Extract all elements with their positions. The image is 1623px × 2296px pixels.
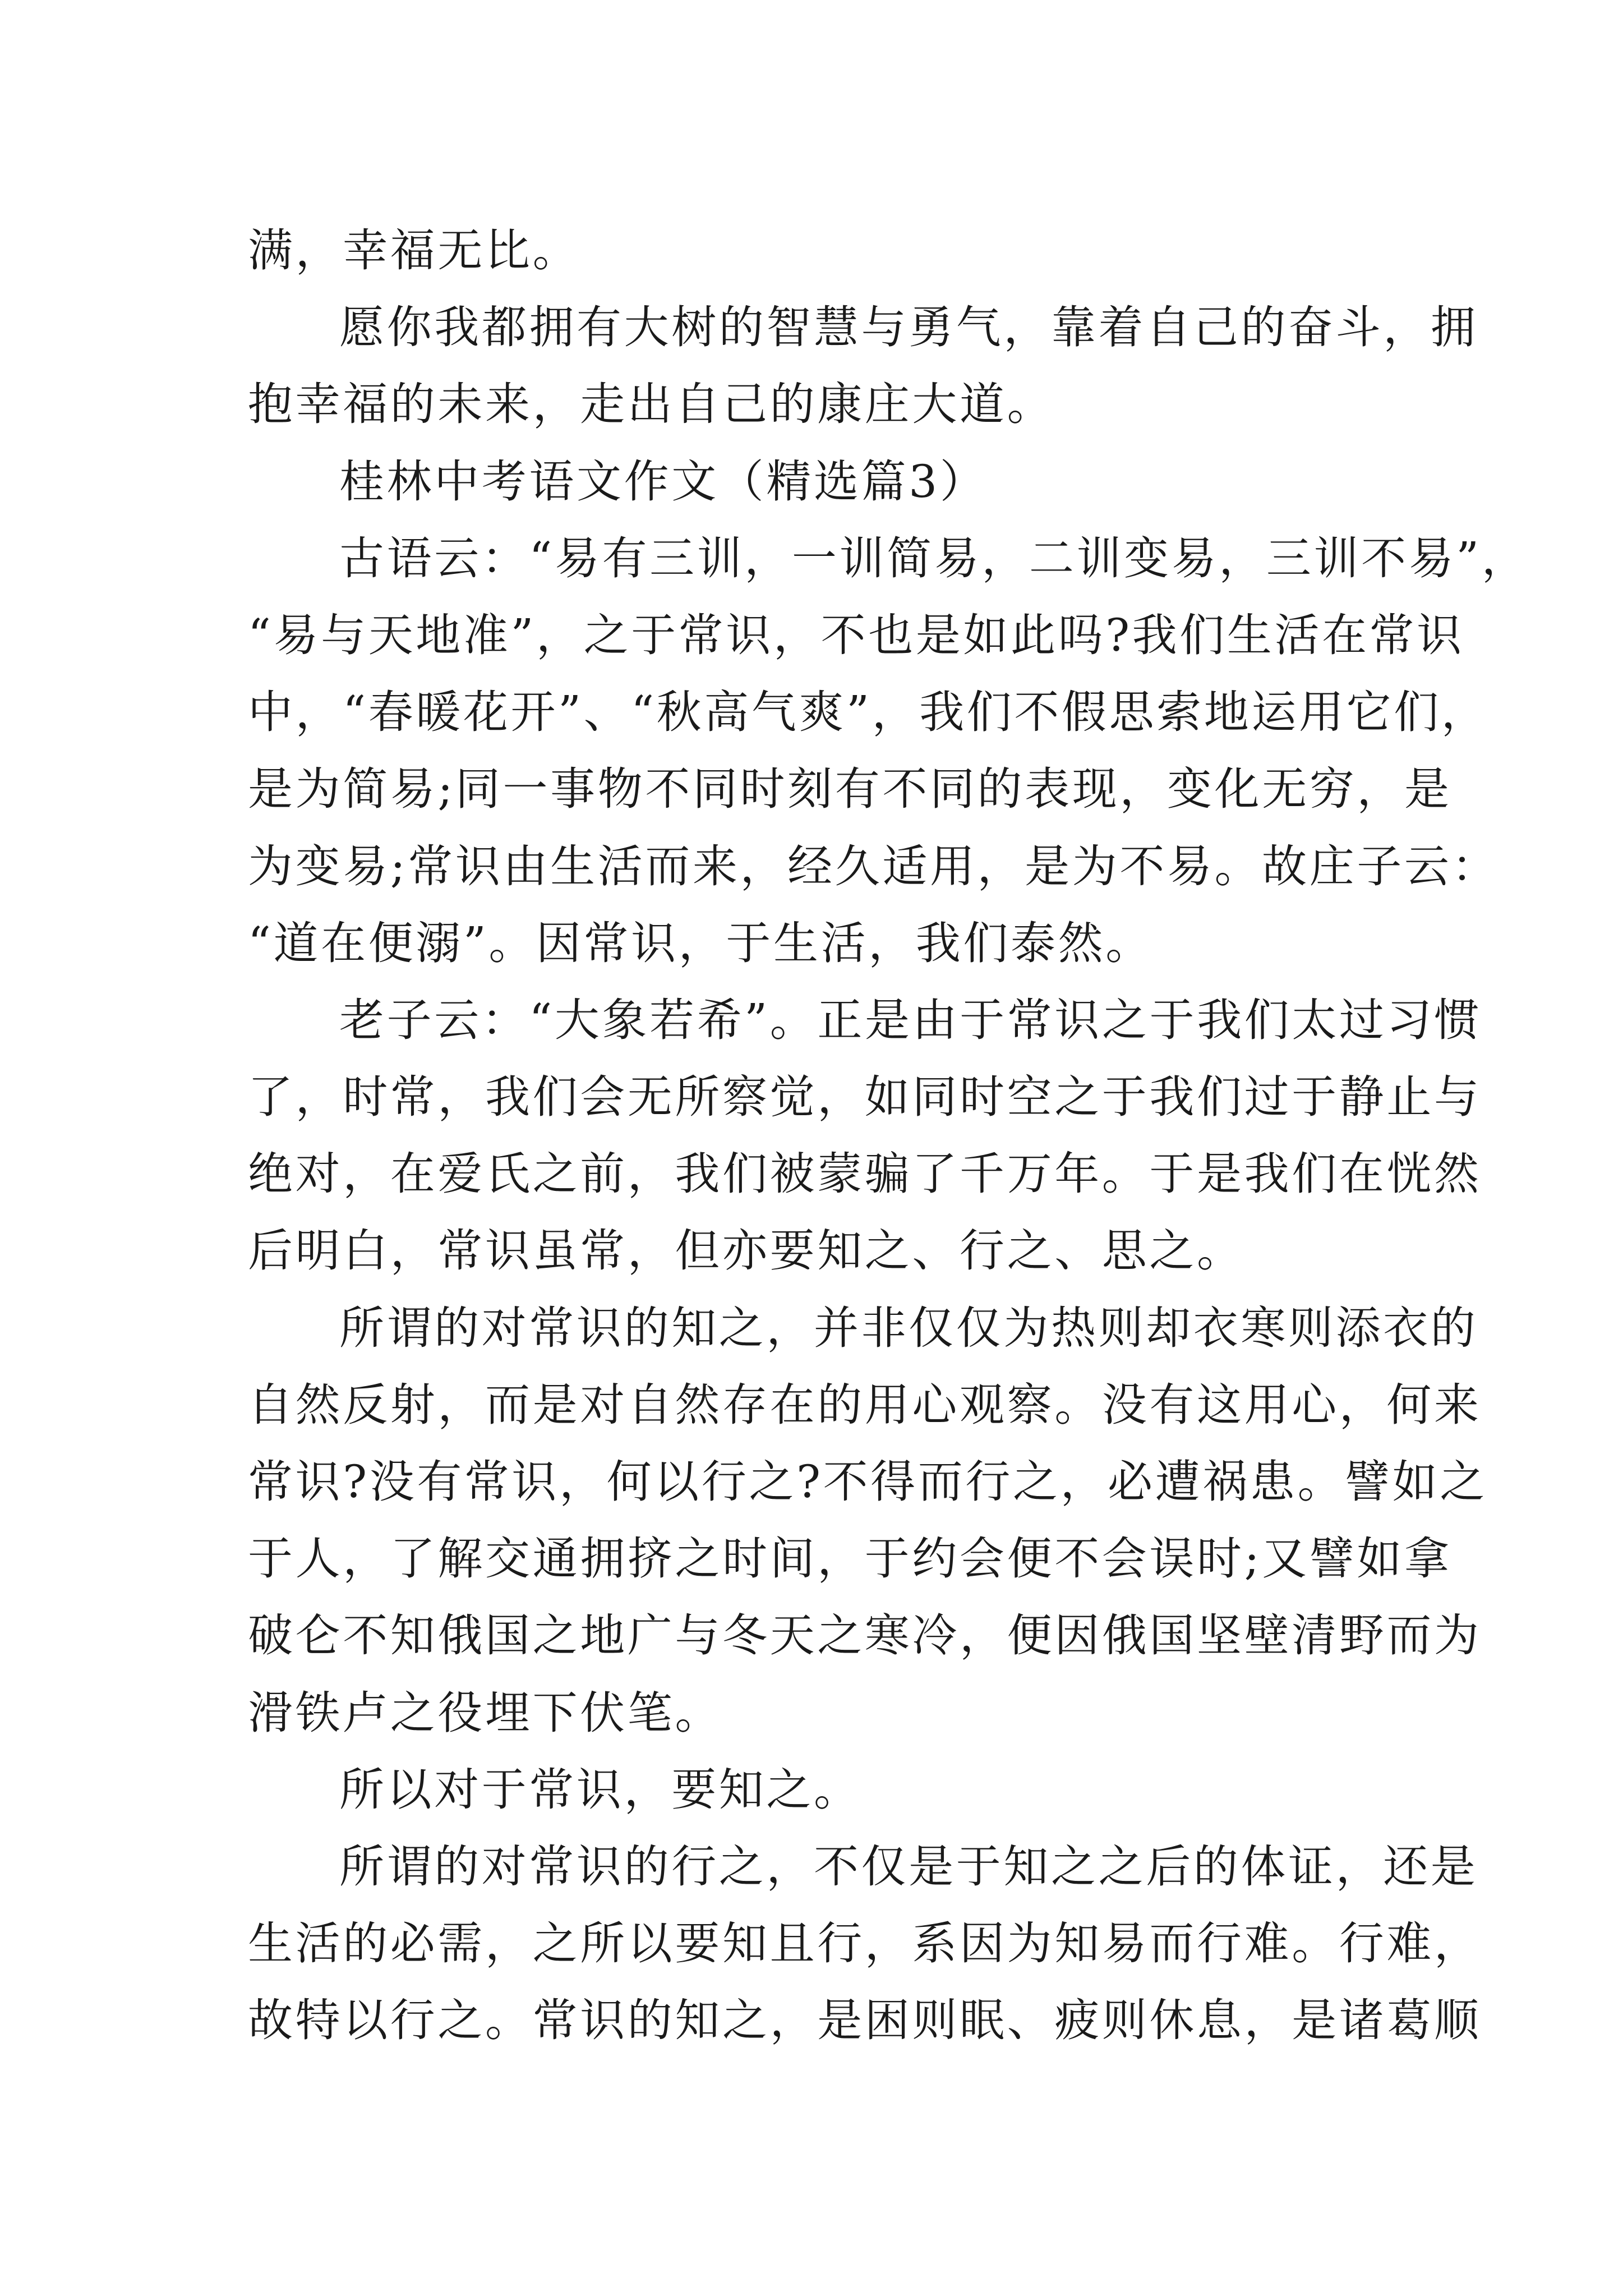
text-line: 滑铁卢之役埋下伏笔。	[248, 1686, 722, 1739]
text-line: 了，时常，我们会无所察觉，如同时空之于我们过于静止与	[248, 1071, 1482, 1124]
text-line: “易与天地准”，之于常识，不也是如此吗?我们生活在常识	[248, 609, 1464, 661]
text-line: 绝对，在爱氏之前，我们被蒙骗了千万年。于是我们在恍然	[248, 1148, 1482, 1200]
text-line: 于人，了解交通拥挤之时间，于约会便不会误时;又譬如拿	[248, 1533, 1452, 1585]
text-line: 常识?没有常识，何以行之?不得而行之，必遭祸患。譬如之	[248, 1456, 1487, 1508]
text-line: 为变易;常识由生活而来，经久适用，是为不易。故庄子云：	[248, 840, 1500, 892]
paragraph-start-line: 所以对于常识，要知之。	[339, 1763, 861, 1816]
text-line: 后明白，常识虽常，但亦要知之、行之、思之。	[248, 1225, 1244, 1277]
paragraph-start-line: 愿你我都拥有大树的智慧与勇气，靠着自己的奋斗，拥	[339, 301, 1478, 354]
text-line: 满，幸福无比。	[248, 224, 580, 277]
text-line: 故特以行之。常识的知之，是困则眠、疲则休息，是诸葛顺	[248, 1994, 1482, 2047]
paragraph-start-line: 所谓的对常识的知之，并非仅仅为热则却衣寒则添衣的	[339, 1301, 1478, 1354]
section-heading: 桂林中考语文作文（精选篇3）	[339, 455, 988, 508]
text-line: 破仑不知俄国之地广与冬天之寒冷，便因俄国坚壁清野而为	[248, 1609, 1482, 1662]
paragraph-start-line: 所谓的对常识的行之，不仅是于知之之后的体证，还是	[339, 1840, 1478, 1893]
text-line: 生活的必需，之所以要知且行，系因为知易而行难。行难，	[248, 1917, 1482, 1970]
text-line: 抱幸福的未来，走出自己的康庄大道。	[248, 378, 1055, 431]
text-line: 是为简易;同一事物不同时刻有不同的表现，变化无穷，是	[248, 763, 1452, 816]
text-line: “道在便溺”。因常识，于生活，我们泰然。	[248, 917, 1153, 969]
body-text	[248, 212, 1529, 2059]
text-line: 中，“春暖花开”、“秋高气爽”，我们不假思索地运用它们，	[248, 686, 1489, 739]
text-line: 自然反射，而是对自然存在的用心观察。没有这用心，何来	[248, 1378, 1482, 1431]
paragraph-start-line: 老子云：“大象若希”。正是由于常识之于我们太过习惯	[339, 993, 1482, 1046]
paragraph-start-line: 古语云：“易有三训，一训简易，二训变易，三训不易”，	[339, 532, 1529, 585]
